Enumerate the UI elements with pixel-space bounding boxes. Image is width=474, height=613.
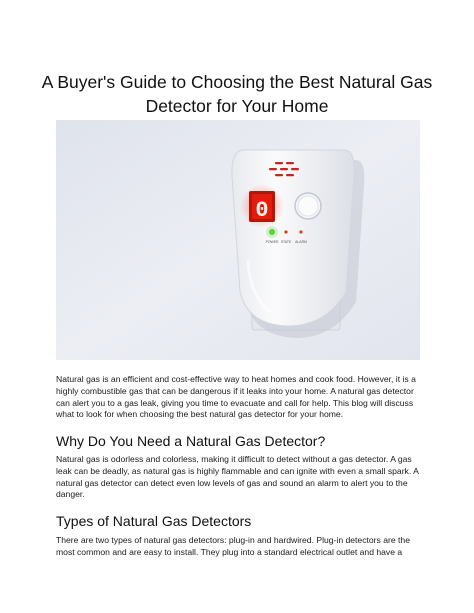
- intro-line: can alert you to a gas leak, giving you time to evacuate and call for help. This blog will discuss: [56, 397, 414, 408]
- section-heading-types: Types of Natural Gas Detectors: [56, 513, 252, 529]
- why-line: natural gas detector can detect even low levels of gas and sound an alarm to alert you to the: [56, 477, 408, 488]
- test-button-face: [298, 196, 318, 216]
- why-line: Natural gas is odorless and colorless, making it difficult to detect without a gas detector. A gas: [56, 454, 412, 464]
- types-paragraph: [56, 535, 422, 559]
- state-led-icon: [284, 230, 287, 233]
- why-line: leak can be deadly, as natural gas is highly flammable and can ignite with even a small spark. A: [56, 465, 419, 476]
- gas-detector-photo: [56, 120, 420, 360]
- intro-line: Natural gas is an efficient and cost-effective way to heat homes and cook food. However, it is a: [56, 374, 416, 384]
- alarm-label: ALARM: [295, 240, 307, 244]
- title-line-1: A Buyer's Guide to Choosing the Best Natural Gas: [41, 72, 433, 92]
- intro-line: highly combustible gas that can be dangerous if it leaks into your home. A natural gas detector: [56, 385, 414, 396]
- article-title: [40, 70, 434, 118]
- why-paragraph: [56, 454, 422, 501]
- power-led-glow: [266, 226, 278, 238]
- types-line: most common and are easy to install. They plug into a standard electrical outlet and have a: [56, 546, 403, 557]
- display-digit: 0: [255, 198, 269, 223]
- state-label: STATE: [280, 240, 292, 244]
- power-label: POWER: [265, 240, 279, 244]
- section-heading-why: Why Do You Need a Natural Gas Detector?: [56, 433, 326, 449]
- why-line: danger.: [56, 489, 85, 500]
- detector-body: [232, 150, 354, 326]
- alarm-led-icon: [299, 230, 302, 233]
- intro-paragraph: [56, 374, 422, 421]
- title-line-2: Detector for Your Home: [145, 96, 329, 116]
- intro-line: what to look for when choosing the best natural gas detector for your home.: [56, 409, 344, 420]
- types-line: There are two types of natural gas detectors: plug-in and hardwired. Plug-in detectors are the: [56, 535, 410, 545]
- hero-image: [56, 120, 420, 360]
